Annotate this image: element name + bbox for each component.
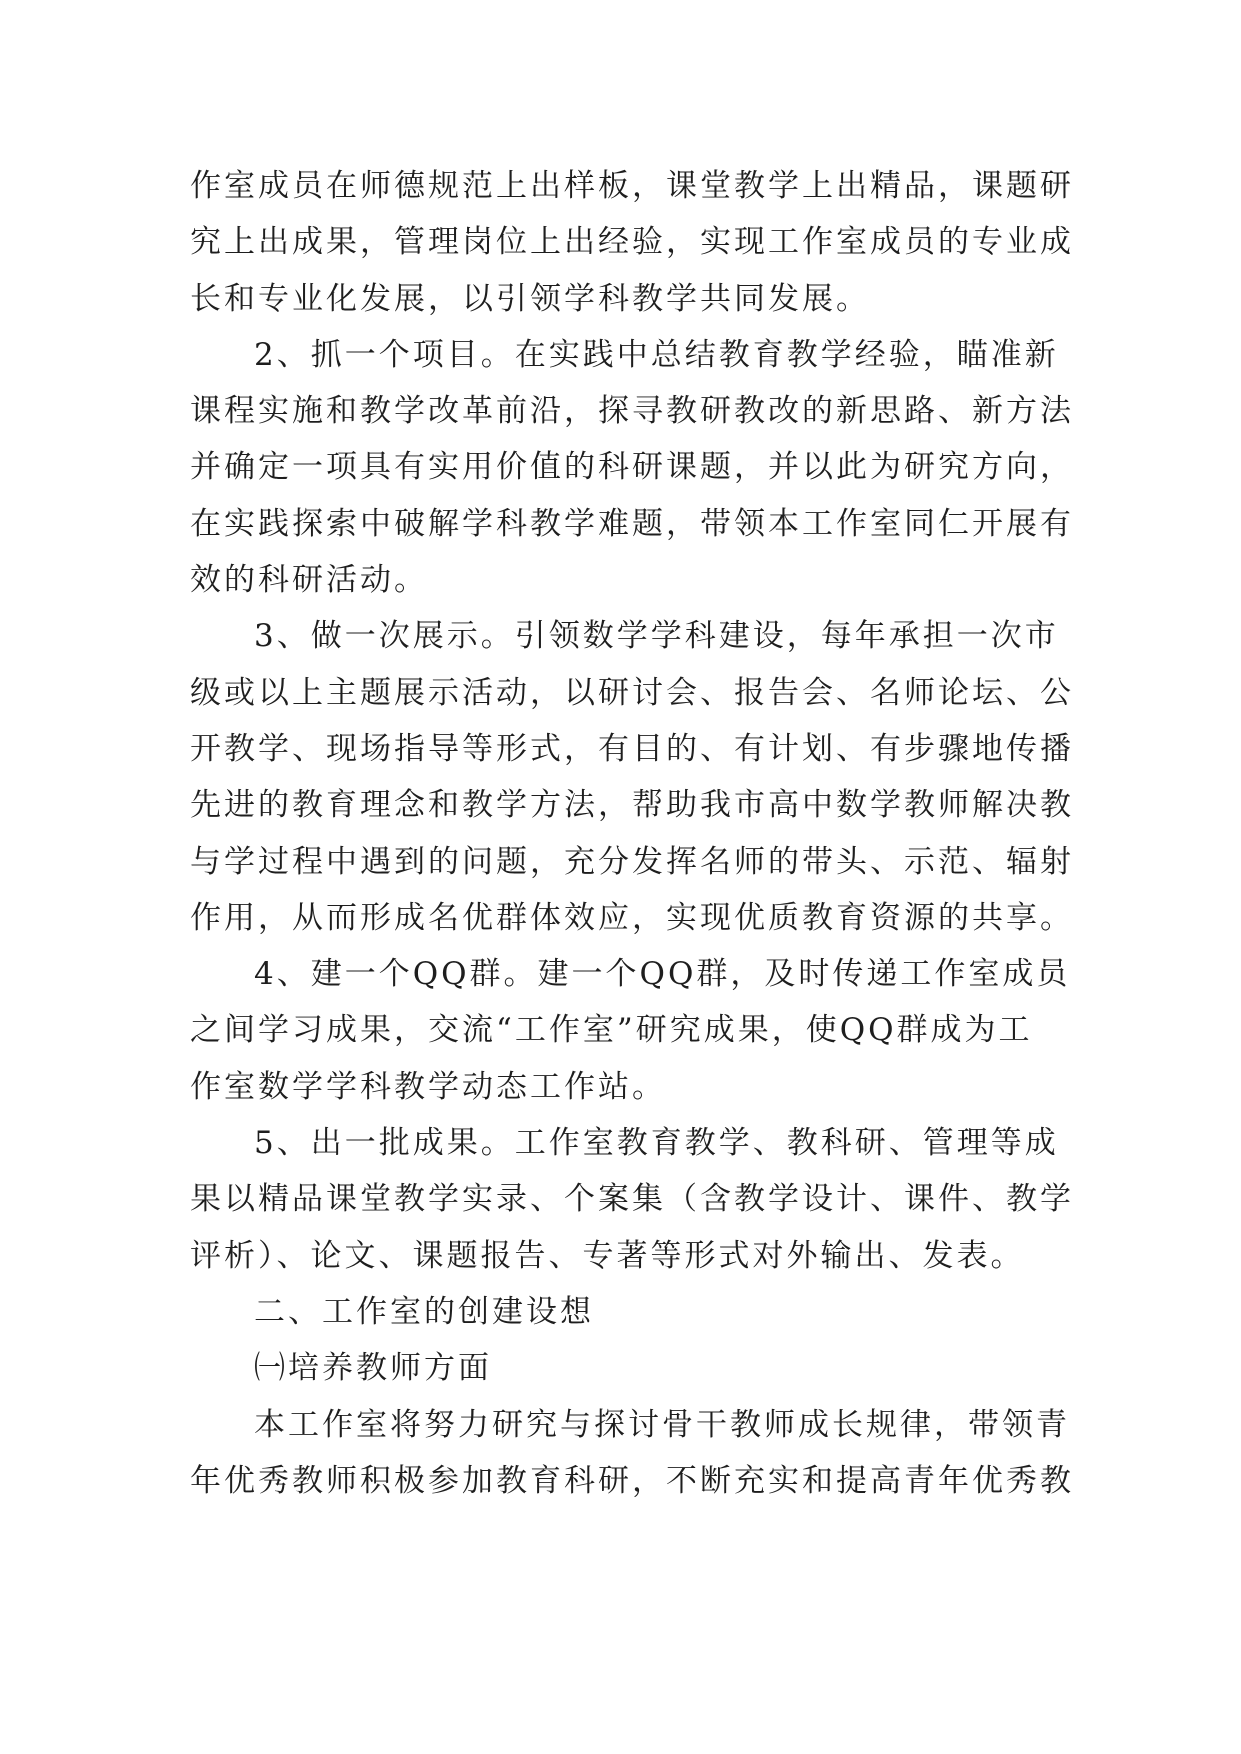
text-line: 并确定一项具有实用价值的科研课题，并以此为研究方向， [190,449,1074,486]
text-line: 作室成员在师德规范上出样板，课堂教学上出精品，课题研 [190,168,1074,204]
text-line: 作用，从而形成名优群体效应，实现优质教育资源的共享。 [190,899,1074,936]
text-line: 评析）、论文、课题报告、专著等形式对外输出、发表。 [190,1237,1025,1274]
text-line: 级或以上主题展示活动，以研讨会、报告会、名师论坛、公 [190,674,1074,711]
text-line: 究上出成果，管理岗位上出经验，实现工作室成员的专业成 [190,224,1074,261]
text-line: 作室数学学科教学动态工作站。 [190,1068,666,1105]
text-line: 长和专业化发展，以引领学科教学共同发展。 [190,280,870,317]
text-line: 开教学、现场指导等形式，有目的、有计划、有步骤地传播 [190,730,1074,767]
paragraph-start-line: 4、建一个QQ群。建一个QQ群，及时传递工作室成员 [254,956,1071,993]
subsection-heading: ㈠培养教师方面 [254,1350,492,1387]
text-line: 果以精品课堂教学实录、个案集（含教学设计、课件、教学 [190,1181,1074,1218]
text-line: 在实践探索中破解学科教学难题，带领本工作室同仁开展有 [190,505,1074,542]
paragraph-start-line: 5、出一批成果。工作室教育教学、教科研、管理等成 [254,1125,1059,1162]
section-heading: 二、工作室的创建设想 [254,1293,594,1330]
text-line: 与学过程中遇到的问题，充分发挥名师的带头、示范、辐射 [190,843,1074,880]
text-line: 先进的教育理念和教学方法，帮助我市高中数学教师解决教 [190,787,1074,824]
text-line: 课程实施和教学改革前沿，探寻教研教改的新思路、新方法 [190,393,1074,430]
paragraph-start-line: 3、做一次展示。引领数学学科建设，每年承担一次市 [254,618,1059,655]
paragraph-start-line: 本工作室将努力研究与探讨骨干教师成长规律，带领青 [254,1406,1070,1443]
text-line: 年优秀教师积极参加教育科研，不断充实和提高青年优秀教 [190,1462,1074,1499]
text-line: 之间学习成果，交流“工作室”研究成果，使QQ群成为工 [190,1012,1033,1049]
paragraph-start-line: 2、抓一个项目。在实践中总结教育教学经验，瞄准新 [254,336,1059,373]
document-body [190,158,1074,1509]
text-line: 效的科研活动。 [190,562,428,599]
